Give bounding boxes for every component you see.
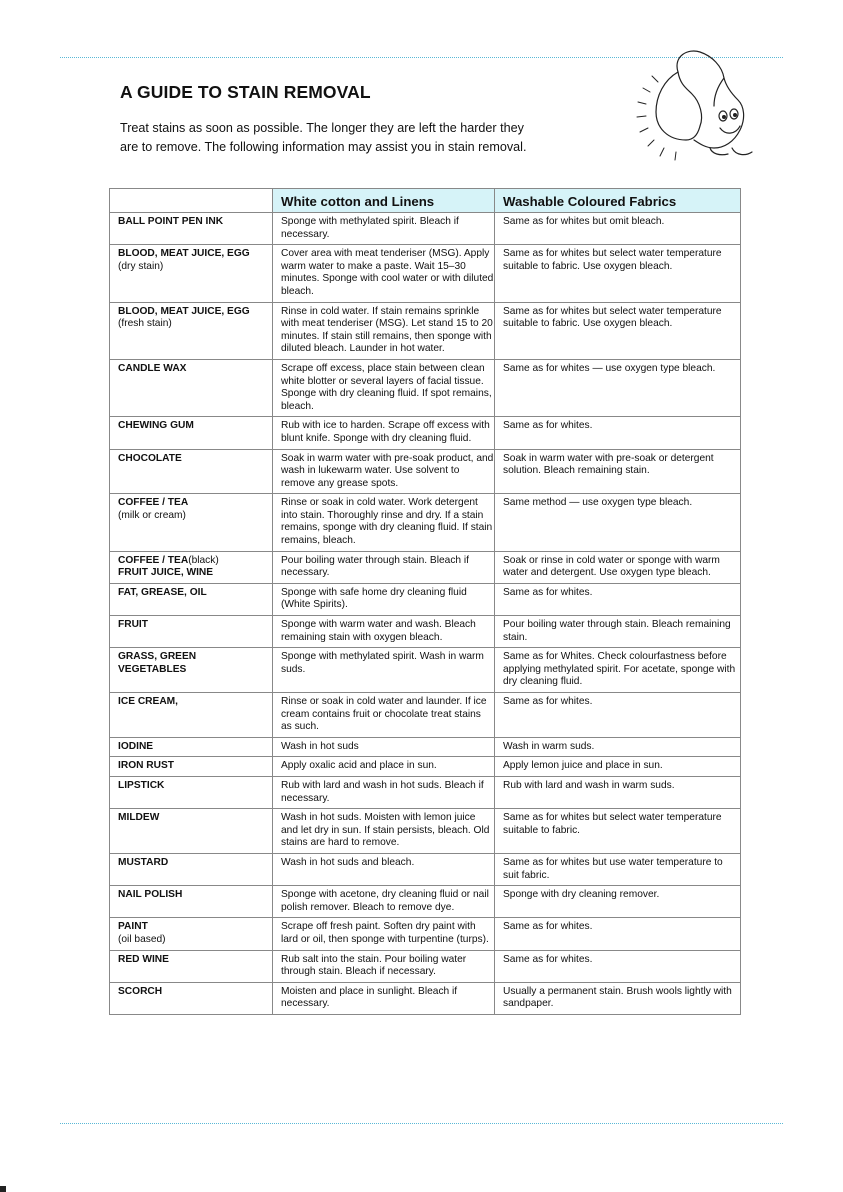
stain-subtype: (fresh stain) [118,318,172,330]
coloured-fabric-instructions: Same as for Whites. Check colourfastness before applying methylated spirit. For acetate, sponge with dry cleaning fluid. [495,648,741,693]
table-row [110,616,741,648]
stain-name-cell [110,302,273,359]
white-cotton-instructions: Wash in hot suds. Moisten with lemon juice and let dry in sun. If stain persists, bleach. Old stains are hard to remove. [273,809,495,854]
stain-name-cell [110,648,273,693]
white-cotton-instructions: Rub with ice to harden. Scrape off excess with blunt knife. Sponge with dry cleaning fluid. [273,417,495,449]
coloured-fabric-instructions: Wash in warm suds. [495,737,741,757]
stain-subtype: (milk or cream) [118,509,186,521]
stain-name: IRON RUST [118,760,175,772]
coloured-fabric-instructions: Soak or rinse in cold water or sponge with warm water and detergent. Use oxygen type bleach. [495,551,741,583]
table-row [110,648,741,693]
table-row [110,982,741,1014]
table-row [110,918,741,950]
stain-name-cell [110,494,273,551]
white-cotton-instructions: Scrape off excess, place stain between clean white blotter or several layers of facial tissue. Sponge with dry cleaning fluid. If spot remains, bleach. [273,359,495,416]
stain-name: COFFEE / TEA [118,554,189,566]
coloured-fabric-instructions: Same as for whites — use oxygen type bleach. [495,359,741,416]
stain-name-line-2: VEGETABLES [118,663,187,675]
stain-name-line-2: FRUIT JUICE, WINE [118,567,214,579]
white-cotton-instructions: Wash in hot suds [273,737,495,757]
white-cotton-instructions: Wash in hot suds and bleach. [273,853,495,885]
coloured-fabric-instructions: Same as for whites. [495,693,741,738]
white-cotton-instructions: Rinse or soak in cold water and launder. If ice cream contains fruit or chocolate treat stains as such. [273,693,495,738]
white-cotton-instructions: Rub with lard and wash in hot suds. Bleach if necessary. [273,776,495,808]
stain-name: FRUIT [118,619,148,631]
stain-name: ICE CREAM, [118,696,178,707]
stain-name: CHOCOLATE [118,452,182,464]
stain-name-cell [110,757,273,777]
table-row [110,809,741,854]
stain-name: FAT, GREASE, OIL [118,586,207,598]
coloured-fabric-instructions: Apply lemon juice and place in sun. [495,757,741,777]
table-row [110,776,741,808]
header-blank-cell [110,189,273,213]
table-row [110,551,741,583]
stain-name-cell [110,982,273,1014]
stain-name: BALL POINT PEN INK [118,216,224,227]
stain-name-cell [110,616,273,648]
stain-name-cell [110,213,273,245]
table-row [110,494,741,551]
stain-name: MILDEW [118,812,160,824]
stain-name-cell [110,918,273,950]
table-row [110,359,741,416]
stain-name: CHEWING GUM [118,420,194,432]
coloured-fabric-instructions: Same as for whites but omit bleach. [495,213,741,245]
stain-name: SCORCH [118,985,163,997]
table-row [110,737,741,757]
coloured-fabric-instructions: Same as for whites but select water temperature suitable to fabric. Use oxygen bleach. [495,302,741,359]
stain-name-cell [110,449,273,494]
coloured-fabric-instructions: Sponge with dry cleaning remover. [495,886,741,918]
coloured-fabric-instructions: Same as for whites but use water temperature to suit fabric. [495,853,741,885]
table-row [110,757,741,777]
white-cotton-instructions: Pour boiling water through stain. Bleach if necessary. [273,551,495,583]
coloured-fabric-instructions: Same as for whites. [495,918,741,950]
stain-subtype: (dry stain) [118,260,164,272]
white-cotton-instructions: Soak in warm water with pre-soak product, and wash in lukewarm water. Use solvent to remove any grease spots. [273,449,495,494]
stain-removal-table [109,188,741,1015]
white-cotton-instructions: Rub salt into the stain. Pour boiling water through stain. Bleach if necessary. [273,950,495,982]
stain-name-cell [110,583,273,615]
table-row [110,449,741,494]
stain-name-cell [110,417,273,449]
stain-name: RED WINE [118,953,169,965]
stain-name-cell [110,950,273,982]
white-cotton-instructions: Scrape off fresh paint. Soften dry paint with lard or oil, then sponge with turpentine (turps). [273,918,495,950]
intro-line-1: Treat stains as soon as possible. The longer they are left the harder they [120,121,524,135]
coloured-fabric-instructions: Rub with lard and wash in warm suds. [495,776,741,808]
stain-name-cell [110,737,273,757]
coloured-fabric-instructions: Same as for whites but select water temperature suitable to fabric. Use oxygen bleach. [495,245,741,302]
bottom-dotted-rule [60,1123,783,1124]
stain-name-cell [110,809,273,854]
table-row [110,693,741,738]
stain-name: COFFEE / TEA [118,497,189,509]
coloured-fabric-instructions: Usually a permanent stain. Brush wools lightly with sandpaper. [495,982,741,1014]
white-cotton-instructions: Rinse or soak in cold water. Work detergent into stain. Thoroughly rinse and dry. If a stain remains, sponge with dry cleaning fluid. If stain remains, bleach. [273,494,495,551]
table-row [110,886,741,918]
coloured-fabric-instructions: Same as for whites. [495,417,741,449]
stain-name: PAINT [118,921,148,933]
stain-subtype: (oil based) [118,933,166,945]
white-cotton-instructions: Sponge with safe home dry cleaning fluid (White Spirits). [273,583,495,615]
stain-name: CANDLE WAX [118,362,187,374]
white-cotton-instructions: Sponge with warm water and wash. Bleach remaining stain with oxygen bleach. [273,616,495,648]
white-cotton-instructions: Rinse in cold water. If stain remains sprinkle with meat tenderiser (MSG). Let stand 15 to 20 minutes. If stain still remains, then sponge with diluted bleach. Launder in hot water. [273,302,495,359]
stain-name: LIPSTICK [118,779,165,791]
coloured-fabric-instructions: Same as for whites but select water temperature suitable to fabric. [495,809,741,854]
coloured-fabric-instructions: Same method — use oxygen type bleach. [495,494,741,551]
stain-name-cell [110,853,273,885]
table-header-row [110,189,741,213]
stain-name: BLOOD, MEAT JUICE, EGG [118,248,250,260]
stain-name: MUSTARD [118,856,169,868]
coloured-fabric-instructions: Same as for whites. [495,950,741,982]
stain-name-cell [110,886,273,918]
table-row [110,302,741,359]
table-row [110,213,741,245]
stain-name-cell [110,245,273,302]
stain-name: IODINE [118,740,154,752]
white-cotton-instructions: Apply oxalic acid and place in sun. [273,757,495,777]
header-white-cotton: White cotton and Linens [273,189,495,213]
table-row [110,950,741,982]
cartoon-hand-with-cloth-icon [628,44,768,164]
stain-name-cell [110,776,273,808]
table-row [110,853,741,885]
table-row [110,417,741,449]
stain-name-cell [110,693,273,738]
crop-mark [0,1186,6,1192]
intro-line-2: are to remove. The following information may assist you in stain removal. [120,140,527,154]
stain-name-cell [110,551,273,583]
coloured-fabric-instructions: Same as for whites. [495,583,741,615]
table-body [110,213,741,1015]
white-cotton-instructions: Cover area with meat tenderiser (MSG). Apply warm water to make a paste. Wait 15–30 minutes. Sponge with cool water or with diluted bleach. [273,245,495,302]
white-cotton-instructions: Sponge with acetone, dry cleaning fluid or nail polish remover. Bleach to remove dye. [273,886,495,918]
white-cotton-instructions: Sponge with methylated spirit. Bleach if necessary. [273,213,495,245]
table-row [110,583,741,615]
table-row [110,245,741,302]
header-coloured-fabrics: Washable Coloured Fabrics [495,189,741,213]
stain-name-suffix: (black) [188,554,219,566]
intro-text [120,119,590,157]
coloured-fabric-instructions: Pour boiling water through stain. Bleach remaining stain. [495,616,741,648]
stain-name-cell [110,359,273,416]
coloured-fabric-instructions: Soak in warm water with pre-soak or detergent solution. Bleach remaining stain. [495,449,741,494]
stain-name: GRASS, GREEN [118,651,197,663]
white-cotton-instructions: Moisten and place in sunlight. Bleach if necessary. [273,982,495,1014]
page-title: A GUIDE TO STAIN REMOVAL [120,82,371,102]
stain-name: NAIL POLISH [118,889,183,901]
white-cotton-instructions: Sponge with methylated spirit. Wash in warm suds. [273,648,495,693]
stain-name: BLOOD, MEAT JUICE, EGG [118,305,250,317]
